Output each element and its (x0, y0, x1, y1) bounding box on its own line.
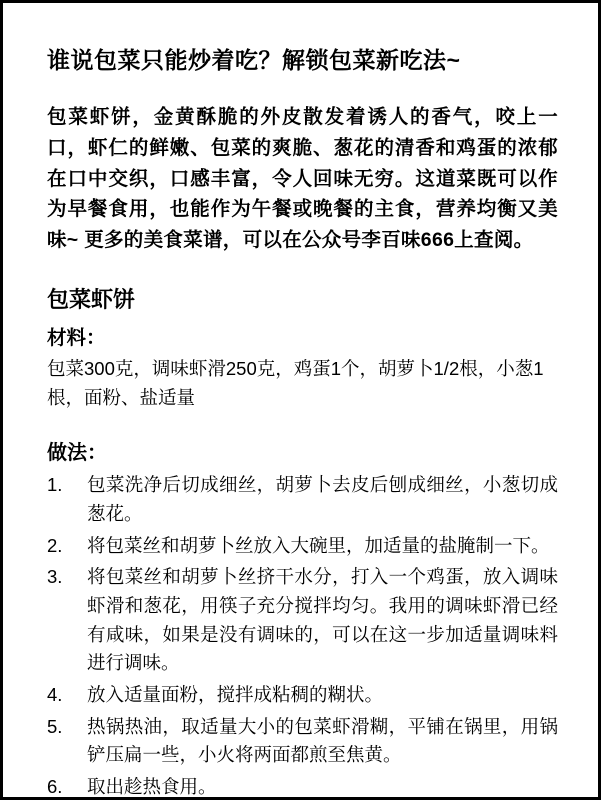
step-text: 包菜洗净后切成细丝，胡萝卜去皮后刨成细丝，小葱切成葱花。 (87, 474, 558, 525)
step-text: 放入适量面粉，搅拌成粘稠的糊状。 (87, 684, 384, 706)
step-number: 1. (47, 474, 63, 496)
list-item (47, 563, 558, 678)
recipe-name: 包菜虾饼 (47, 287, 136, 313)
list-item (47, 681, 558, 710)
step-number: 6. (47, 776, 63, 798)
list-item (47, 471, 558, 528)
page-title: 谁说包菜只能炒着吃？解锁包菜新吃法~ (47, 47, 461, 73)
step-text: 将包菜丝和胡萝卜丝放入大碗里，加适量的盐腌制一下。 (87, 534, 550, 556)
ingredients-label: 材料： (47, 326, 106, 349)
list-item (47, 532, 558, 561)
step-text: 取出趁热食用。 (87, 776, 217, 798)
list-item (47, 773, 558, 802)
steps-label: 做法： (47, 442, 107, 465)
step-number: 3. (47, 566, 63, 588)
step-number: 5. (47, 715, 63, 737)
step-text: 将包菜丝和胡萝卜丝挤干水分，打入一个鸡蛋，放入调味虾滑和葱花，用筷子充分搅拌均匀。我用的调味虾滑已经有咸味，如果是没有调味的，可以在这一步加适量调味料进行调味。 (87, 566, 558, 674)
step-number: 2. (47, 534, 63, 556)
intro-paragraph: 包菜虾饼，金黄酥脆的外皮散发着诱人的香气，咬上一口，虾仁的鲜嫩、包菜的爽脆、葱花的清香和鸡蛋的浓郁在口中交织，口感丰富，令人回味无穷。这道菜既可以作为早餐食用，也能作为午餐或晚餐的主食，营养均衡又美味~ 更多的美食菜谱，可以在公众号李百味666上查阅。 (47, 106, 558, 252)
step-text: 热锅热油，取适量大小的包菜虾滑糊，平铺在锅里，用锅铲压扁一些，小火将两面都煎至焦黄。 (87, 715, 558, 766)
step-number: 4. (47, 684, 63, 706)
steps-list (47, 471, 558, 801)
ingredients-text: 包菜300克，调味虾滑250克，鸡蛋1个，胡萝卜1/2根，小葱1根，面粉、盐适量 (47, 357, 544, 409)
list-item (47, 713, 558, 770)
